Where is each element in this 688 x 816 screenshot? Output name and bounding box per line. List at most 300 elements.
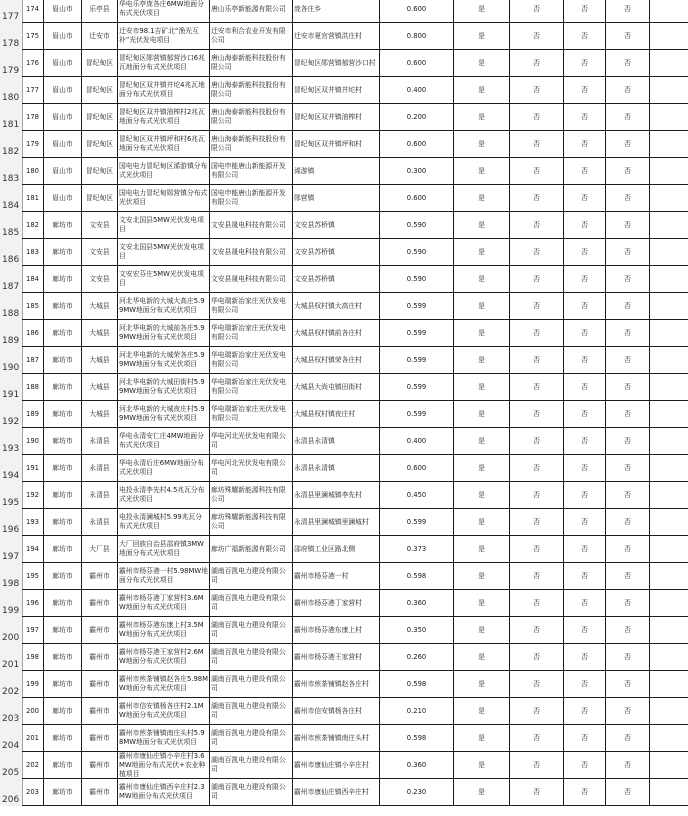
location-cell[interactable] [293,563,380,590]
project-name-cell[interactable] [118,590,210,617]
company-cell[interactable] [210,590,293,617]
project-name-cell[interactable] [118,374,210,401]
empty-cell[interactable] [650,347,688,374]
flag-cell-1[interactable] [454,725,510,752]
flag-cell-3[interactable] [564,104,606,131]
serial-number-cell[interactable] [22,428,44,455]
flag-cell-4[interactable] [606,536,650,563]
location-cell[interactable] [293,185,380,212]
flag-cell-2[interactable] [510,0,564,23]
location-cell[interactable] [293,428,380,455]
flag-cell-4[interactable] [606,347,650,374]
city-cell[interactable] [44,158,82,185]
serial-number-cell[interactable] [22,293,44,320]
row-header[interactable] [0,482,23,509]
row-header[interactable] [0,266,23,293]
capacity-cell[interactable] [380,563,454,590]
flag-cell-4[interactable] [606,266,650,293]
row-header[interactable] [0,158,23,185]
county-cell[interactable] [82,671,118,698]
company-cell[interactable] [210,698,293,725]
capacity-cell[interactable] [380,698,454,725]
row-header[interactable] [0,131,23,158]
company-cell[interactable] [210,374,293,401]
city-cell[interactable] [44,131,82,158]
flag-cell-1[interactable] [454,374,510,401]
flag-cell-1[interactable] [454,158,510,185]
company-cell[interactable] [210,752,293,779]
project-name-cell[interactable] [118,401,210,428]
flag-cell-1[interactable] [454,644,510,671]
county-cell[interactable] [82,752,118,779]
company-cell[interactable] [210,293,293,320]
flag-cell-1[interactable] [454,131,510,158]
county-cell[interactable] [82,104,118,131]
company-cell[interactable] [210,536,293,563]
empty-cell[interactable] [650,158,688,185]
capacity-cell[interactable] [380,509,454,536]
flag-cell-2[interactable] [510,509,564,536]
city-cell[interactable] [44,0,82,23]
flag-cell-4[interactable] [606,752,650,779]
flag-cell-2[interactable] [510,239,564,266]
empty-cell[interactable] [650,266,688,293]
flag-cell-2[interactable] [510,104,564,131]
empty-cell[interactable] [650,644,688,671]
company-cell[interactable] [210,104,293,131]
flag-cell-2[interactable] [510,455,564,482]
city-cell[interactable] [44,104,82,131]
city-cell[interactable] [44,50,82,77]
serial-number-cell[interactable] [22,401,44,428]
flag-cell-4[interactable] [606,239,650,266]
row-header[interactable] [0,590,23,617]
empty-cell[interactable] [650,752,688,779]
row-header[interactable] [0,455,23,482]
flag-cell-3[interactable] [564,185,606,212]
project-name-cell[interactable] [118,0,210,23]
county-cell[interactable] [82,0,118,23]
company-cell[interactable] [210,671,293,698]
county-cell[interactable] [82,779,118,806]
county-cell[interactable] [82,158,118,185]
flag-cell-4[interactable] [606,0,650,23]
company-cell[interactable] [210,563,293,590]
flag-cell-2[interactable] [510,401,564,428]
project-name-cell[interactable] [118,455,210,482]
flag-cell-3[interactable] [564,455,606,482]
flag-cell-1[interactable] [454,455,510,482]
county-cell[interactable] [82,77,118,104]
city-cell[interactable] [44,77,82,104]
flag-cell-2[interactable] [510,482,564,509]
project-name-cell[interactable] [118,725,210,752]
flag-cell-1[interactable] [454,0,510,23]
flag-cell-2[interactable] [510,77,564,104]
empty-cell[interactable] [650,509,688,536]
flag-cell-3[interactable] [564,428,606,455]
row-header[interactable] [0,320,23,347]
flag-cell-3[interactable] [564,320,606,347]
company-cell[interactable] [210,401,293,428]
serial-number-cell[interactable] [22,725,44,752]
empty-cell[interactable] [650,671,688,698]
empty-cell[interactable] [650,104,688,131]
serial-number-cell[interactable] [22,23,44,50]
location-cell[interactable] [293,374,380,401]
flag-cell-2[interactable] [510,698,564,725]
empty-cell[interactable] [650,779,688,806]
capacity-cell[interactable] [380,617,454,644]
empty-cell[interactable] [650,50,688,77]
flag-cell-1[interactable] [454,752,510,779]
flag-cell-4[interactable] [606,77,650,104]
location-cell[interactable] [293,212,380,239]
row-header[interactable] [0,644,23,671]
flag-cell-4[interactable] [606,23,650,50]
county-cell[interactable] [82,617,118,644]
flag-cell-4[interactable] [606,455,650,482]
flag-cell-2[interactable] [510,779,564,806]
empty-cell[interactable] [650,617,688,644]
flag-cell-2[interactable] [510,374,564,401]
county-cell[interactable] [82,455,118,482]
flag-cell-3[interactable] [564,293,606,320]
capacity-cell[interactable] [380,239,454,266]
row-header[interactable] [0,617,23,644]
capacity-cell[interactable] [380,455,454,482]
empty-cell[interactable] [650,563,688,590]
county-cell[interactable] [82,131,118,158]
county-cell[interactable] [82,239,118,266]
city-cell[interactable] [44,185,82,212]
row-header[interactable] [0,374,23,401]
serial-number-cell[interactable] [22,617,44,644]
capacity-cell[interactable] [380,50,454,77]
serial-number-cell[interactable] [22,0,44,23]
capacity-cell[interactable] [380,590,454,617]
project-name-cell[interactable] [118,104,210,131]
empty-cell[interactable] [650,131,688,158]
serial-number-cell[interactable] [22,77,44,104]
company-cell[interactable] [210,23,293,50]
flag-cell-2[interactable] [510,752,564,779]
flag-cell-2[interactable] [510,428,564,455]
project-name-cell[interactable] [118,23,210,50]
county-cell[interactable] [82,401,118,428]
serial-number-cell[interactable] [22,239,44,266]
row-header[interactable] [0,104,23,131]
empty-cell[interactable] [650,725,688,752]
empty-cell[interactable] [650,23,688,50]
flag-cell-4[interactable] [606,50,650,77]
capacity-cell[interactable] [380,77,454,104]
county-cell[interactable] [82,725,118,752]
empty-cell[interactable] [650,239,688,266]
flag-cell-3[interactable] [564,644,606,671]
county-cell[interactable] [82,212,118,239]
flag-cell-4[interactable] [606,779,650,806]
flag-cell-2[interactable] [510,671,564,698]
company-cell[interactable] [210,644,293,671]
row-header[interactable] [0,239,23,266]
serial-number-cell[interactable] [22,536,44,563]
row-header[interactable] [0,293,23,320]
serial-number-cell[interactable] [22,752,44,779]
flag-cell-3[interactable] [564,347,606,374]
row-header[interactable] [0,212,23,239]
flag-cell-4[interactable] [606,671,650,698]
empty-cell[interactable] [650,320,688,347]
company-cell[interactable] [210,617,293,644]
flag-cell-4[interactable] [606,374,650,401]
flag-cell-2[interactable] [510,725,564,752]
location-cell[interactable] [293,266,380,293]
flag-cell-3[interactable] [564,212,606,239]
company-cell[interactable] [210,509,293,536]
serial-number-cell[interactable] [22,212,44,239]
row-header[interactable] [0,752,23,779]
city-cell[interactable] [44,617,82,644]
flag-cell-1[interactable] [454,536,510,563]
county-cell[interactable] [82,509,118,536]
flag-cell-4[interactable] [606,212,650,239]
serial-number-cell[interactable] [22,455,44,482]
county-cell[interactable] [82,293,118,320]
county-cell[interactable] [82,266,118,293]
company-cell[interactable] [210,50,293,77]
flag-cell-3[interactable] [564,401,606,428]
location-cell[interactable] [293,509,380,536]
project-name-cell[interactable] [118,158,210,185]
flag-cell-3[interactable] [564,239,606,266]
company-cell[interactable] [210,482,293,509]
flag-cell-4[interactable] [606,482,650,509]
flag-cell-3[interactable] [564,509,606,536]
project-name-cell[interactable] [118,185,210,212]
flag-cell-4[interactable] [606,131,650,158]
location-cell[interactable] [293,158,380,185]
flag-cell-4[interactable] [606,644,650,671]
row-header[interactable] [0,779,23,806]
capacity-cell[interactable] [380,401,454,428]
flag-cell-3[interactable] [564,482,606,509]
city-cell[interactable] [44,752,82,779]
flag-cell-1[interactable] [454,671,510,698]
project-name-cell[interactable] [118,293,210,320]
empty-cell[interactable] [650,293,688,320]
empty-cell[interactable] [650,0,688,23]
flag-cell-3[interactable] [564,50,606,77]
flag-cell-3[interactable] [564,779,606,806]
flag-cell-1[interactable] [454,77,510,104]
location-cell[interactable] [293,455,380,482]
empty-cell[interactable] [650,401,688,428]
city-cell[interactable] [44,563,82,590]
flag-cell-3[interactable] [564,536,606,563]
location-cell[interactable] [293,23,380,50]
location-cell[interactable] [293,752,380,779]
capacity-cell[interactable] [380,293,454,320]
flag-cell-3[interactable] [564,617,606,644]
location-cell[interactable] [293,779,380,806]
row-header[interactable] [0,50,23,77]
flag-cell-1[interactable] [454,590,510,617]
flag-cell-1[interactable] [454,50,510,77]
city-cell[interactable] [44,644,82,671]
flag-cell-4[interactable] [606,158,650,185]
flag-cell-2[interactable] [510,347,564,374]
flag-cell-4[interactable] [606,428,650,455]
serial-number-cell[interactable] [22,347,44,374]
flag-cell-1[interactable] [454,104,510,131]
city-cell[interactable] [44,536,82,563]
serial-number-cell[interactable] [22,590,44,617]
flag-cell-2[interactable] [510,158,564,185]
flag-cell-3[interactable] [564,374,606,401]
county-cell[interactable] [82,482,118,509]
row-header[interactable] [0,401,23,428]
row-header[interactable] [0,347,23,374]
flag-cell-1[interactable] [454,779,510,806]
flag-cell-1[interactable] [454,482,510,509]
flag-cell-3[interactable] [564,158,606,185]
empty-cell[interactable] [650,77,688,104]
project-name-cell[interactable] [118,50,210,77]
flag-cell-4[interactable] [606,617,650,644]
flag-cell-4[interactable] [606,401,650,428]
city-cell[interactable] [44,320,82,347]
capacity-cell[interactable] [380,536,454,563]
empty-cell[interactable] [650,212,688,239]
flag-cell-3[interactable] [564,590,606,617]
city-cell[interactable] [44,590,82,617]
city-cell[interactable] [44,374,82,401]
capacity-cell[interactable] [380,266,454,293]
serial-number-cell[interactable] [22,374,44,401]
project-name-cell[interactable] [118,671,210,698]
city-cell[interactable] [44,455,82,482]
serial-number-cell[interactable] [22,320,44,347]
flag-cell-1[interactable] [454,266,510,293]
flag-cell-2[interactable] [510,23,564,50]
location-cell[interactable] [293,644,380,671]
serial-number-cell[interactable] [22,644,44,671]
row-header[interactable] [0,725,23,752]
capacity-cell[interactable] [380,104,454,131]
flag-cell-3[interactable] [564,131,606,158]
location-cell[interactable] [293,104,380,131]
flag-cell-1[interactable] [454,23,510,50]
company-cell[interactable] [210,266,293,293]
empty-cell[interactable] [650,185,688,212]
flag-cell-4[interactable] [606,104,650,131]
flag-cell-4[interactable] [606,725,650,752]
location-cell[interactable] [293,347,380,374]
flag-cell-1[interactable] [454,698,510,725]
serial-number-cell[interactable] [22,509,44,536]
company-cell[interactable] [210,185,293,212]
flag-cell-1[interactable] [454,320,510,347]
flag-cell-4[interactable] [606,563,650,590]
city-cell[interactable] [44,239,82,266]
city-cell[interactable] [44,779,82,806]
project-name-cell[interactable] [118,212,210,239]
flag-cell-4[interactable] [606,590,650,617]
flag-cell-1[interactable] [454,347,510,374]
flag-cell-2[interactable] [510,320,564,347]
row-header[interactable] [0,0,23,23]
flag-cell-4[interactable] [606,698,650,725]
flag-cell-2[interactable] [510,293,564,320]
flag-cell-3[interactable] [564,77,606,104]
location-cell[interactable] [293,671,380,698]
location-cell[interactable] [293,320,380,347]
empty-cell[interactable] [650,536,688,563]
serial-number-cell[interactable] [22,779,44,806]
city-cell[interactable] [44,482,82,509]
row-header[interactable] [0,536,23,563]
company-cell[interactable] [210,77,293,104]
capacity-cell[interactable] [380,347,454,374]
location-cell[interactable] [293,77,380,104]
empty-cell[interactable] [650,428,688,455]
flag-cell-2[interactable] [510,266,564,293]
flag-cell-4[interactable] [606,509,650,536]
serial-number-cell[interactable] [22,698,44,725]
flag-cell-1[interactable] [454,212,510,239]
location-cell[interactable] [293,293,380,320]
company-cell[interactable] [210,320,293,347]
flag-cell-1[interactable] [454,428,510,455]
county-cell[interactable] [82,185,118,212]
county-cell[interactable] [82,698,118,725]
flag-cell-1[interactable] [454,617,510,644]
row-header[interactable] [0,185,23,212]
company-cell[interactable] [210,158,293,185]
row-header[interactable] [0,428,23,455]
flag-cell-3[interactable] [564,725,606,752]
serial-number-cell[interactable] [22,671,44,698]
city-cell[interactable] [44,23,82,50]
flag-cell-1[interactable] [454,563,510,590]
location-cell[interactable] [293,0,380,23]
row-header[interactable] [0,77,23,104]
county-cell[interactable] [82,23,118,50]
flag-cell-3[interactable] [564,563,606,590]
capacity-cell[interactable] [380,752,454,779]
flag-cell-4[interactable] [606,293,650,320]
company-cell[interactable] [210,725,293,752]
project-name-cell[interactable] [118,617,210,644]
capacity-cell[interactable] [380,158,454,185]
flag-cell-2[interactable] [510,131,564,158]
city-cell[interactable] [44,725,82,752]
row-header[interactable] [0,563,23,590]
county-cell[interactable] [82,590,118,617]
location-cell[interactable] [293,50,380,77]
serial-number-cell[interactable] [22,50,44,77]
project-name-cell[interactable] [118,77,210,104]
empty-cell[interactable] [650,482,688,509]
project-name-cell[interactable] [118,482,210,509]
city-cell[interactable] [44,698,82,725]
company-cell[interactable] [210,0,293,23]
empty-cell[interactable] [650,374,688,401]
serial-number-cell[interactable] [22,185,44,212]
location-cell[interactable] [293,698,380,725]
row-header[interactable] [0,698,23,725]
